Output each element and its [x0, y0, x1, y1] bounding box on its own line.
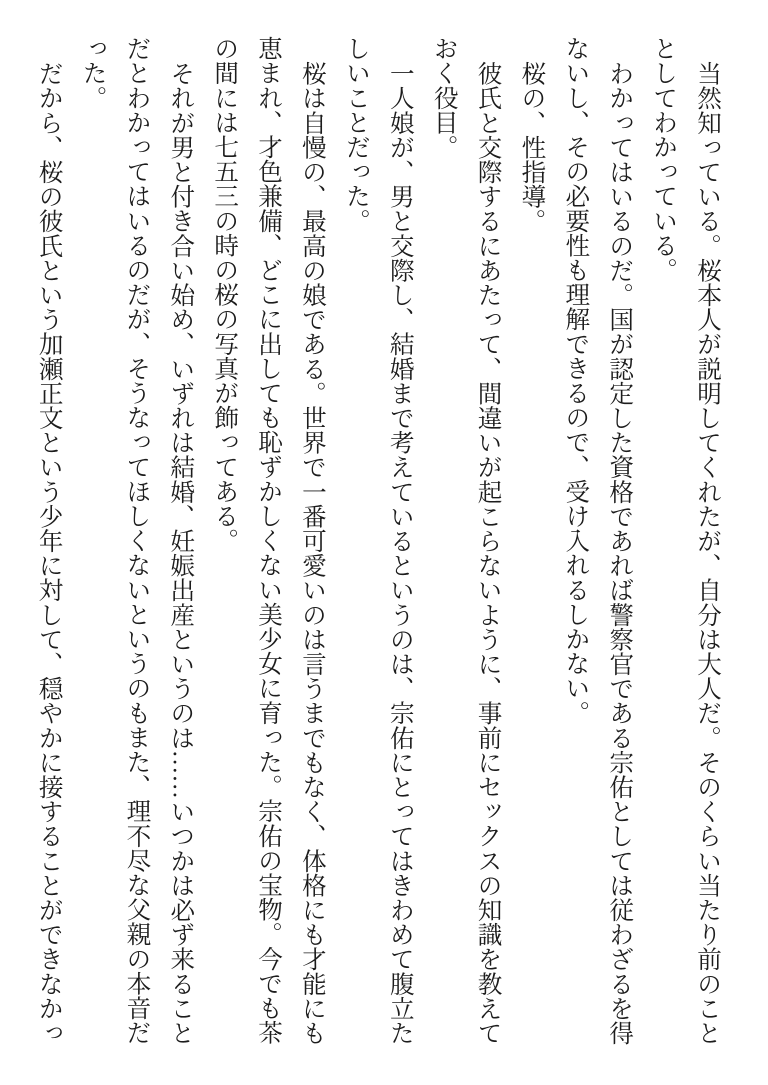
paragraph-7: それが男と付き合い始め、いずれは結婚、妊娠出産というのは……いつかは必ず来ることだとわかってはいるのだが、そうなってほしくないというのもまた、理不尽な父親の本音だった。 [79, 36, 195, 1045]
paragraph-6: 桜は自慢の、最高の娘である。世界で一番可愛いのは言うまでもなく、体格にも才能にも恵まれ、才色兼備、どこに出しても恥ずかしくない美少女に育った。宗佑の宝物。今でも茶の間には七五三の時の桜の写真が飾ってある。 [211, 36, 326, 1045]
paragraph-3: 桜の、性指導。 [518, 60, 546, 233]
paragraph-2: わかってはいるのだ。国が認定した資格であれば警察官である宗佑としては従わざるを得ないし、その必要性も理解できるので、受け入れるしかない。 [562, 36, 634, 1045]
page-text [26, 36, 729, 1048]
paragraph-4: 彼氏と交際するにあたって、間違いが起こらないように、事前にセックスの知識を教えておく役目。 [430, 36, 502, 1045]
paragraph-8: だから、桜の彼氏という加瀬正文という少年に対して、穏やかに接することができなかっ [35, 60, 63, 1045]
paragraph-5: 一人娘が、男と交際し、結婚まで考えているというのは、宗佑にとってはきわめて腹立たしいことだった。 [342, 36, 414, 1045]
paragraph-1: 当然知っている。桜本人が説明してくれたが、自分は大人だ。そのくらい当たり前のこととしてわかっている。 [650, 36, 721, 1045]
